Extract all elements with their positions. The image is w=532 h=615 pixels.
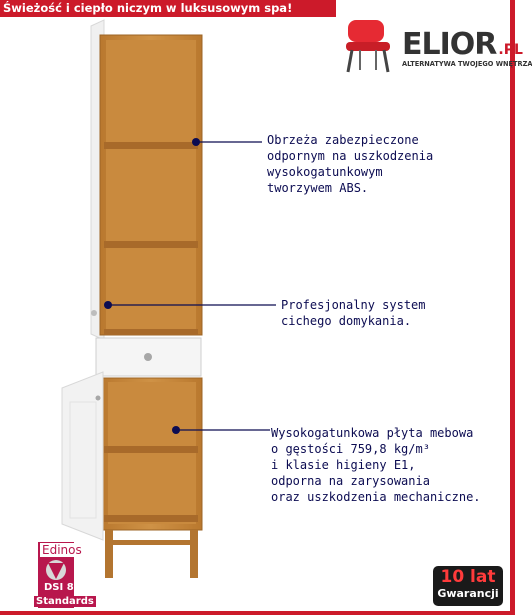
annotation-line: i klasie higieny E1, <box>271 458 416 472</box>
annotation-line: o gęstości 759,8 kg/m³ <box>271 442 430 456</box>
annotation-line: oraz uszkodzenia mechaniczne. <box>271 490 481 504</box>
annotation-line: odpornym na uszkodzenia <box>267 149 434 163</box>
annotation-abs-edges <box>267 132 433 196</box>
brand-suffix: .PL <box>498 42 523 58</box>
annotation-line: wysokogatunkowym <box>267 165 383 179</box>
edinos-code: DSI 804 <box>44 582 88 593</box>
edinos-title: Edinos <box>42 543 82 557</box>
edinos-standards: Standards <box>36 596 94 607</box>
brand-name: ELIOR <box>402 27 497 62</box>
annotation-board <box>271 425 481 505</box>
annotation-line: Profesjonalny system <box>281 298 426 312</box>
annotation-line: cichego domykania. <box>281 314 412 328</box>
warranty-label: Gwarancji <box>437 587 499 600</box>
annotation-line: Obrzeża zabezpieczone <box>267 133 419 147</box>
annotation-soft-close <box>281 297 426 329</box>
annotation-line: odporna na zarysowania <box>271 474 430 488</box>
warranty-years: 10 lat <box>440 567 496 587</box>
warranty-badge <box>433 566 503 606</box>
annotation-line: tworzywem ABS. <box>267 181 369 195</box>
promo-banner-text: Świeżość i ciepło niczym w luksusowym spa! <box>3 1 293 15</box>
edinos-emblem-icon <box>38 557 74 583</box>
brand-tagline: ALTERNATYWA TWOJEGO WNĘTRZA <box>402 60 532 68</box>
annotation-line: Wysokogatunkowa płyta mebowa <box>271 426 474 440</box>
